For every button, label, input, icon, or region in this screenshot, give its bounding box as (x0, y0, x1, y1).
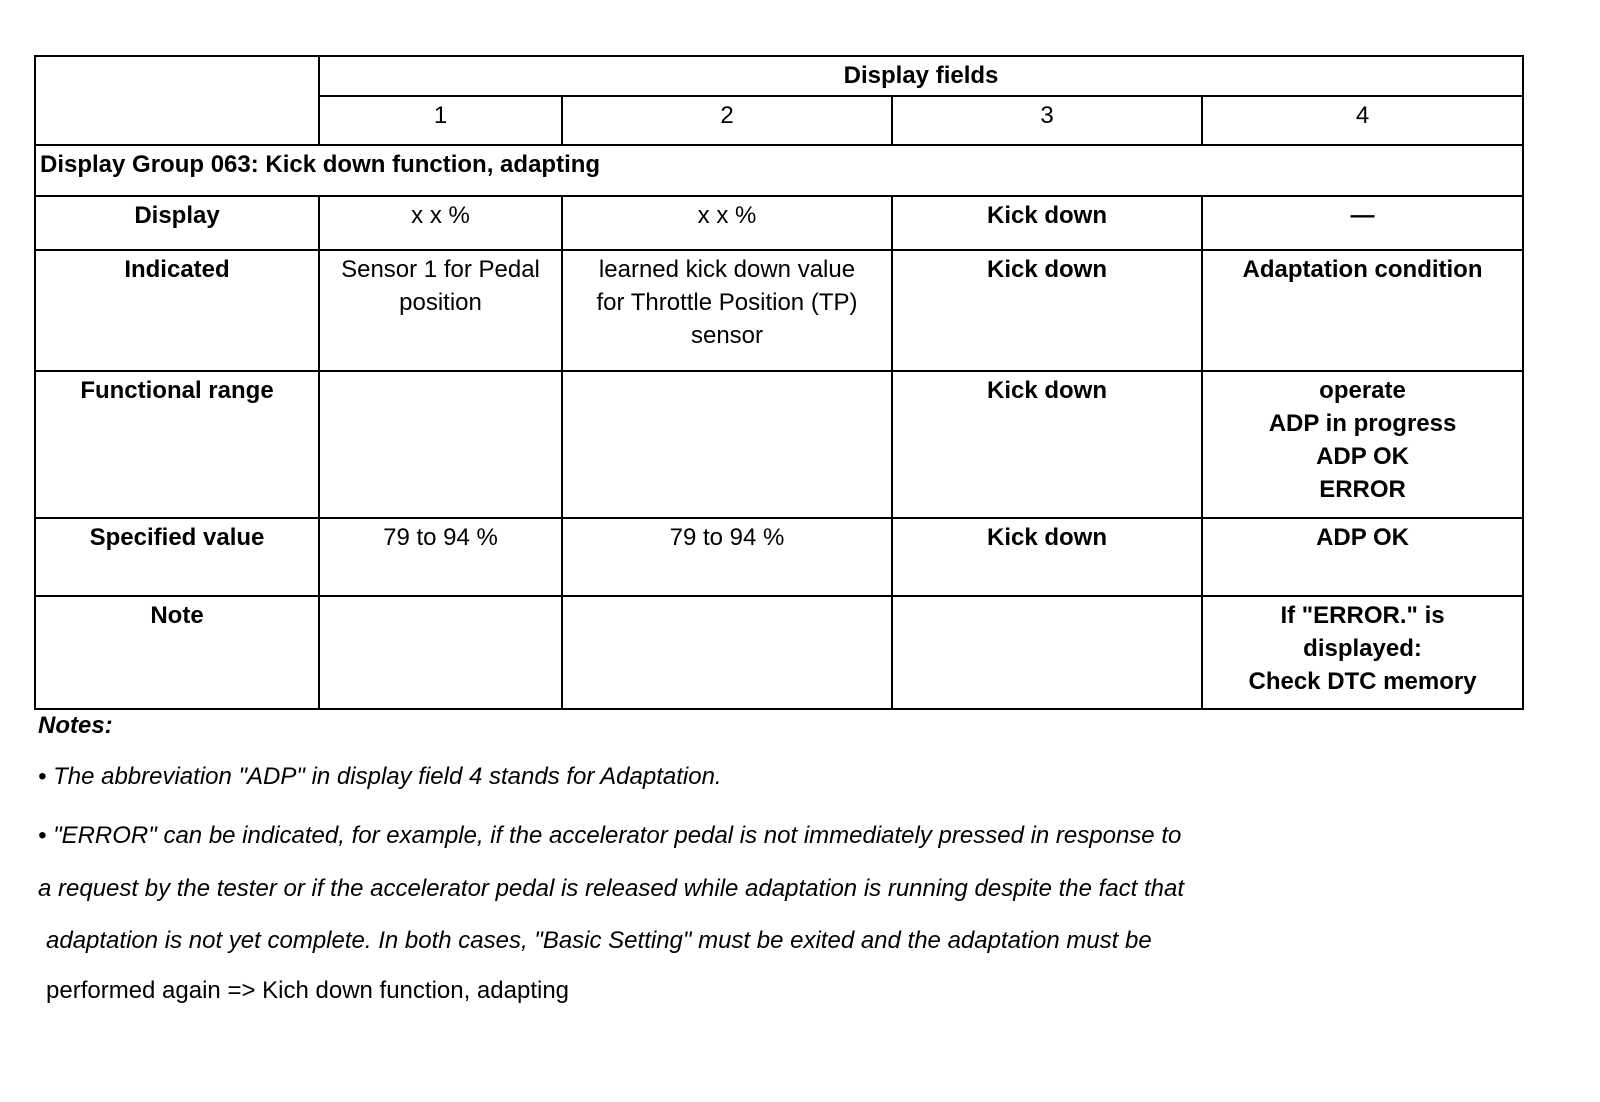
indicated-field-1-line: Sensor 1 for Pedal (341, 256, 540, 283)
note-line: Check DTC memory (1248, 668, 1477, 695)
display-group-table (34, 55, 1524, 710)
table-row-indicated (35, 250, 1523, 371)
display-group-table-container (34, 55, 1522, 710)
specified-value-field-2: 79 to 94 % (562, 518, 892, 596)
specified-value-field-3: Kick down (892, 518, 1202, 596)
row-label-functional-range: Functional range (35, 371, 319, 518)
indicated-field-1-line: position (399, 289, 482, 316)
display-field-3: Kick down (892, 196, 1202, 250)
header-corner-cell (35, 56, 319, 145)
indicated-field-2-line: sensor (690, 322, 764, 349)
table-row-specified-value (35, 518, 1523, 596)
note-line-adp-abbreviation: • The abbreviation "ADP" in display field 4 stands for Adaptation. (38, 763, 722, 790)
row-label-indicated: Indicated (35, 250, 319, 371)
display-field-4: — (1202, 196, 1523, 250)
group-title: Display Group 063: Kick down function, adapting (35, 145, 1523, 196)
functional-range-option: ADP OK (1316, 443, 1409, 470)
indicated-field-1 (319, 250, 562, 371)
header-row (35, 56, 1523, 96)
display-field-2: x x % (562, 196, 892, 250)
note-line-error-4: performed again => Kich down function, adapting (46, 977, 570, 1004)
note-field-2 (562, 596, 892, 709)
indicated-field-2-line: learned kick down value (598, 256, 856, 283)
note-line-error-3: adaptation is not yet complete. In both cases, "Basic Setting" must be exited and the adaptation must be (46, 927, 1152, 954)
note-line: If "ERROR." is (1280, 602, 1445, 629)
field-number-1: 1 (319, 96, 562, 145)
field-number-4: 4 (1202, 96, 1523, 145)
display-fields-header: Display fields (319, 56, 1523, 96)
indicated-field-2 (562, 250, 892, 371)
note-line-error-1: • "ERROR" can be indicated, for example, if the accelerator pedal is not immediately pressed in response to (38, 822, 1182, 849)
field-number-3: 3 (892, 96, 1202, 145)
table-row-functional-range (35, 371, 1523, 518)
row-label-display: Display (35, 196, 319, 250)
row-label-specified-value: Specified value (35, 518, 319, 596)
functional-range-option: ERROR (1319, 476, 1406, 503)
note-field-1 (319, 596, 562, 709)
note-field-3 (892, 596, 1202, 709)
specified-value-field-1: 79 to 94 % (319, 518, 562, 596)
indicated-field-2-line: for Throttle Position (TP) (596, 289, 858, 316)
note-line-error-2: a request by the tester or if the accelerator pedal is released while adaptation is running despite the fact that (38, 875, 1185, 902)
row-label-note: Note (35, 596, 319, 709)
functional-range-option: operate (1319, 377, 1406, 404)
functional-range-option: ADP in progress (1268, 410, 1457, 437)
functional-range-field-1 (319, 371, 562, 518)
note-line: displayed: (1303, 635, 1422, 662)
group-title-row (35, 145, 1523, 196)
notes-title: Notes: (38, 712, 113, 739)
indicated-field-3: Kick down (892, 250, 1202, 371)
field-number-2: 2 (562, 96, 892, 145)
table-row-note (35, 596, 1523, 709)
table-row-display (35, 196, 1523, 250)
indicated-field-4: Adaptation condition (1202, 250, 1523, 371)
specified-value-field-4: ADP OK (1202, 518, 1523, 596)
functional-range-field-2 (562, 371, 892, 518)
functional-range-field-4 (1202, 371, 1523, 518)
note-field-4 (1202, 596, 1523, 709)
display-field-1: x x % (319, 196, 562, 250)
functional-range-field-3: Kick down (892, 371, 1202, 518)
